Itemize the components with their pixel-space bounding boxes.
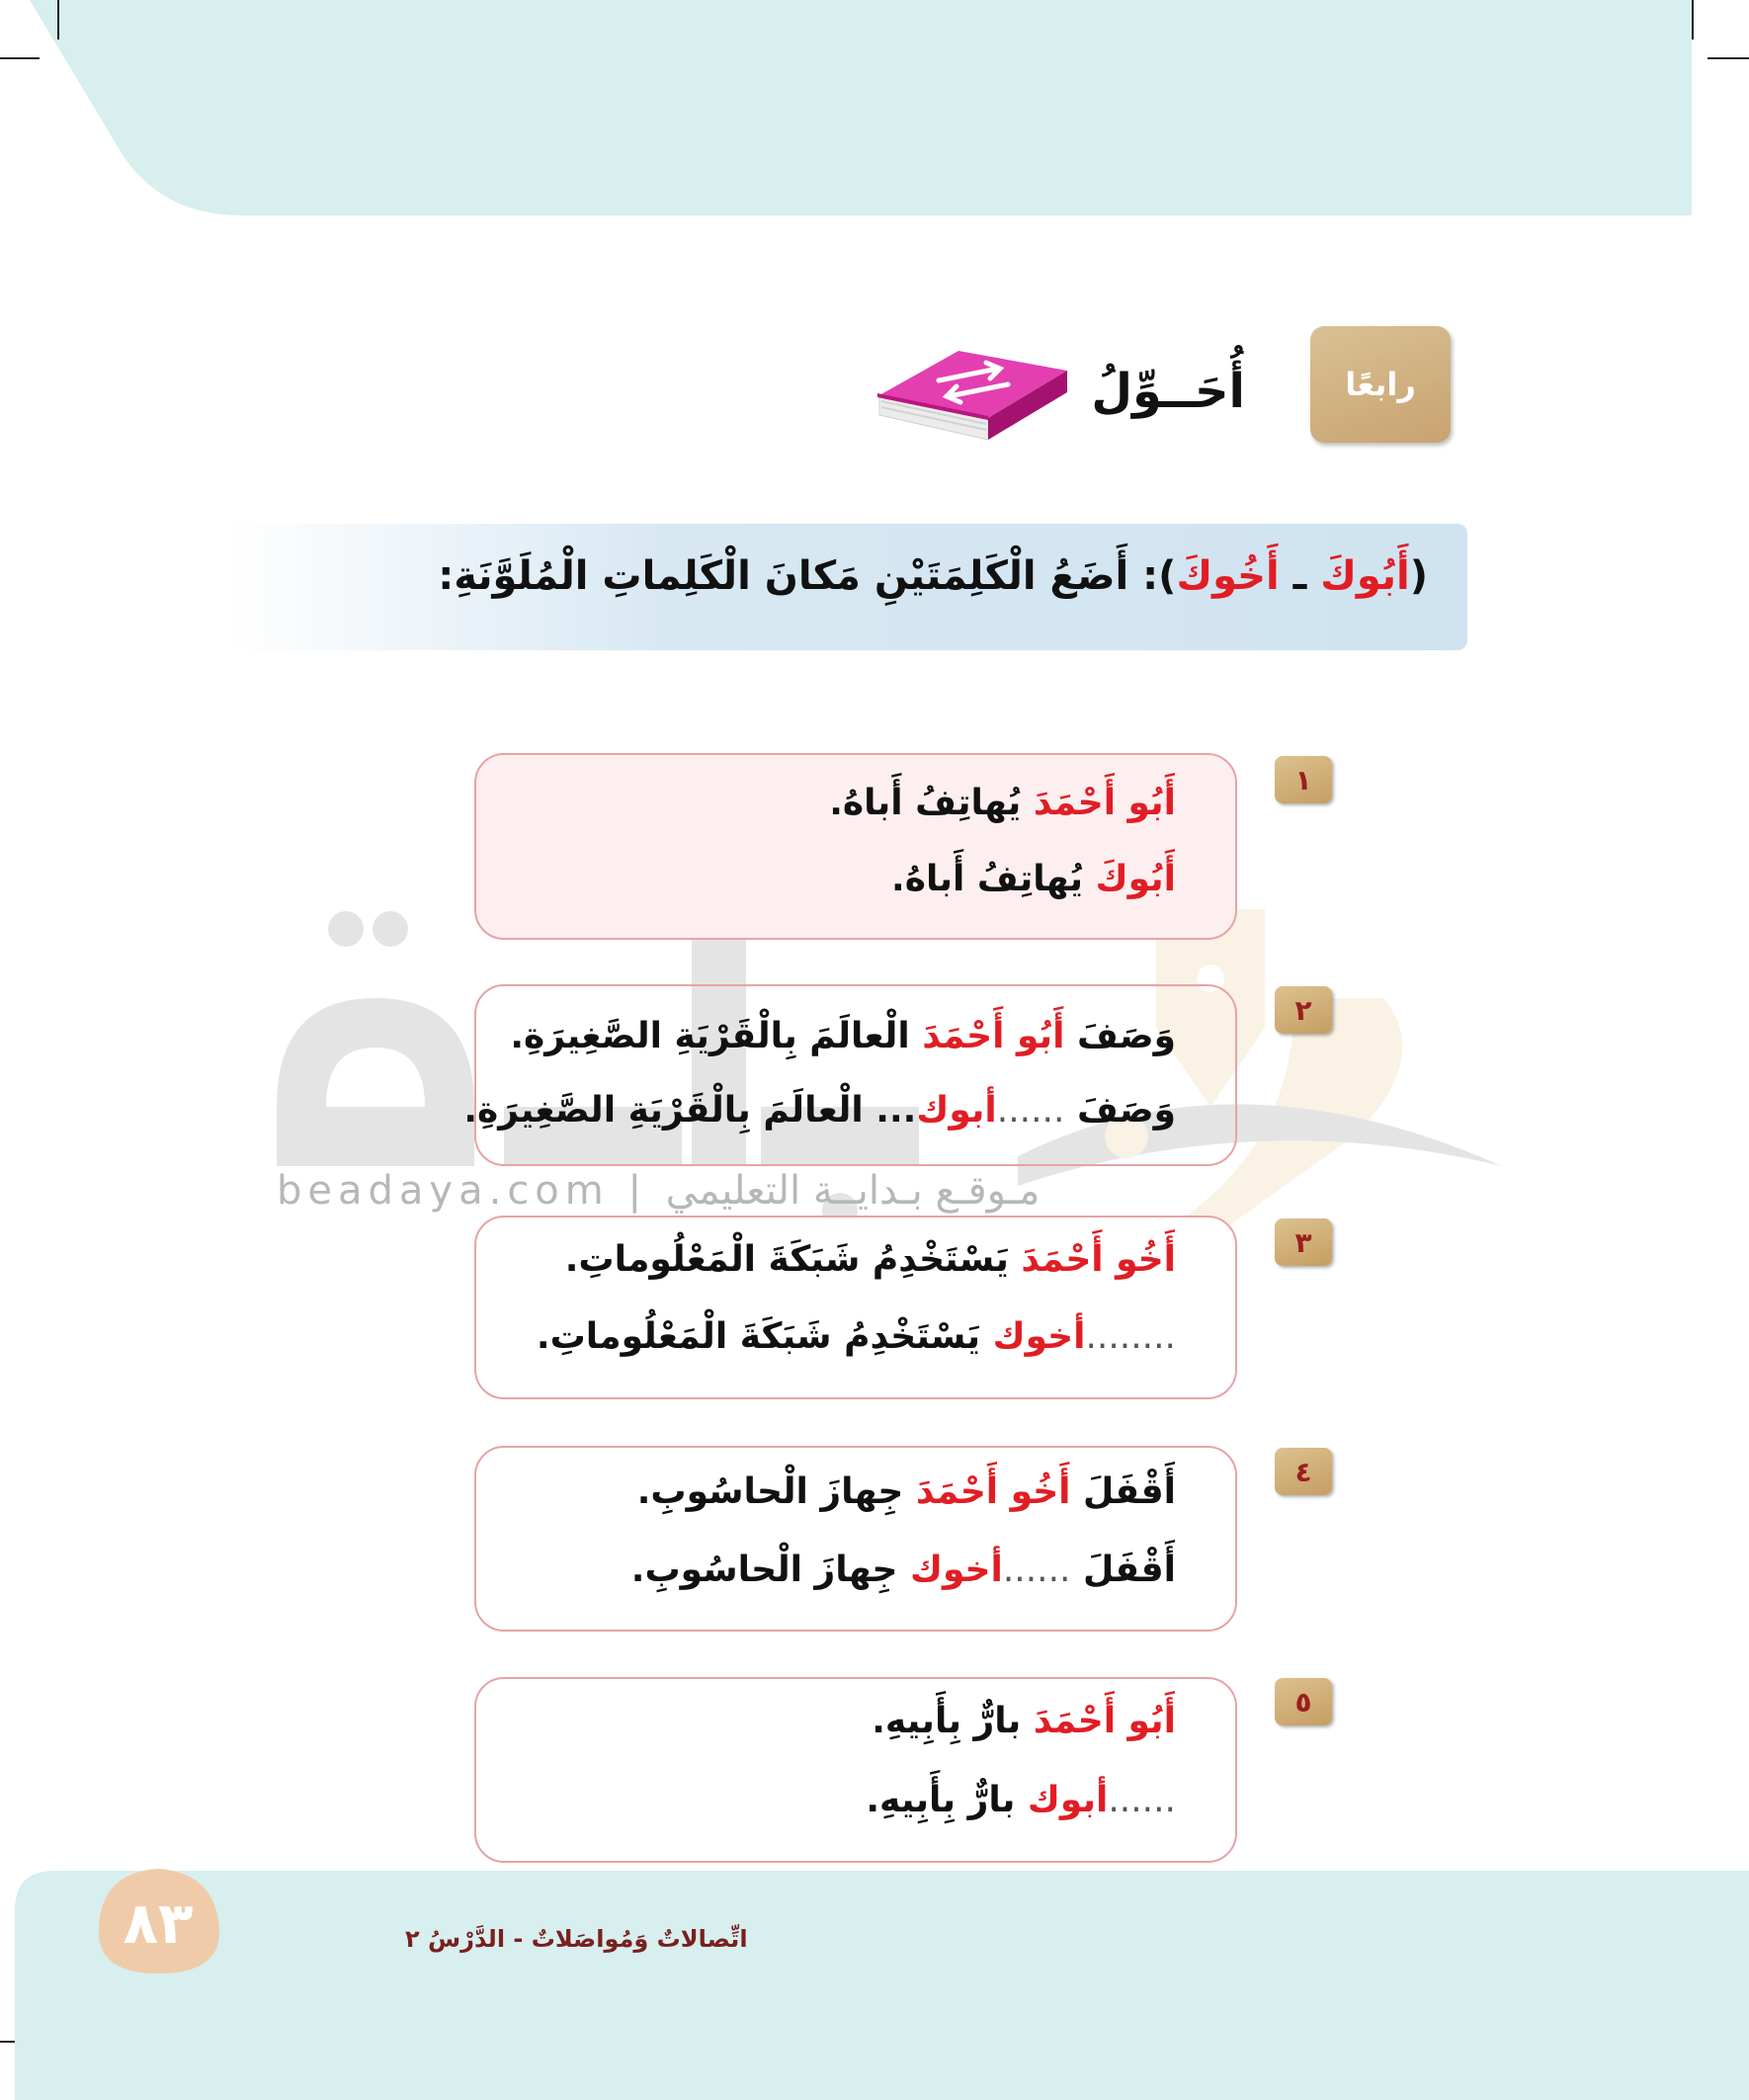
sentence-rest: جِهازَ الْحاسُوبِ.: [630, 1550, 910, 1590]
exercise-number: ٢: [1294, 993, 1312, 1027]
section-badge-label: رابعًا: [1345, 366, 1416, 403]
exercise-number-badge: [1275, 1448, 1332, 1495]
page-number: ٨٣: [123, 1890, 194, 1957]
exercise-number-badge: [1275, 756, 1332, 803]
instruction-banner: [227, 524, 1467, 650]
highlighted-word: أَخُو أَحْمَدَ: [915, 1471, 1071, 1512]
exercise-number: ١: [1294, 763, 1312, 797]
answer-sentence: [537, 1316, 1176, 1357]
instruction-word-2: أَخُوكَ: [1176, 553, 1280, 599]
exercise-number: ٣: [1294, 1225, 1312, 1259]
answer-word: أَبُوكَ: [1095, 859, 1176, 899]
blank-dots: ......: [1002, 1550, 1071, 1590]
crop-mark: [1692, 0, 1694, 40]
sentence-prefix: أَقْفَلَ: [1070, 1550, 1176, 1590]
book-icon: [870, 341, 1077, 450]
blank-dots: ......: [1108, 1780, 1176, 1820]
sentence-rest: يَسْتَخْدِمُ شَبَكَةَ الْمَعْلُوماتِ.: [536, 1316, 993, 1357]
sentence-prefix: وَصَفَ: [1064, 1016, 1176, 1056]
sentence-prefix: أَقْفَلَ: [1070, 1471, 1176, 1512]
answer-word: أخوك: [992, 1316, 1086, 1357]
exercise-sentence: [510, 1016, 1176, 1056]
sentence-rest: الْعالَمَ بِالْقَرْيَةِ الصَّغِيرَةِ.: [510, 1016, 923, 1056]
exercise-box: [474, 1216, 1237, 1399]
exercise-box: [474, 1677, 1237, 1863]
sentence-rest: ... الْعالَمَ بِالْقَرْيَةِ الصَّغِيرَةِ.: [463, 1090, 917, 1131]
sentence-rest: بارٌّ بِأَبِيهِ.: [872, 1701, 1034, 1741]
answer-sentence: [463, 1090, 1176, 1131]
answer-word: أخوك: [909, 1550, 1003, 1590]
watermark-text: beadaya.com | مـوقـع بـدايــة التعليمي: [277, 1168, 1041, 1214]
exercise-number: ٥: [1294, 1685, 1312, 1719]
sentence-rest: بارٌّ بِأَبِيهِ.: [866, 1780, 1028, 1820]
exercise-box: [474, 753, 1237, 940]
answer-word: أبوك: [916, 1090, 997, 1131]
instruction-body: ): أَضَعُ الْكَلِمَتَيْنِ مَكانَ الْكَلِماتِ الْمُلَوَّنَةِ:: [438, 553, 1177, 599]
crop-mark: [1707, 57, 1749, 59]
lesson-footer: اتِّصالاتٌ وَمُواصَلاتٌ - الدَّرْسُ ٢: [405, 1925, 748, 1953]
highlighted-word: أَبُو أَحْمَدَ: [922, 1016, 1065, 1056]
section-badge: [1310, 326, 1451, 443]
top-band: [0, 0, 1692, 215]
instruction-separator: ـ: [1279, 553, 1321, 599]
exercise-number-badge: [1275, 1218, 1332, 1266]
exercise-sentence: [637, 1471, 1176, 1512]
instruction-word-1: أَبُوكَ: [1320, 553, 1410, 599]
answer-sentence: [631, 1550, 1176, 1590]
instruction-open: (: [1409, 553, 1428, 599]
exercise-box: [474, 1446, 1237, 1632]
highlighted-word: أَبُو أَحْمَدَ: [1033, 783, 1176, 823]
sentence-prefix: وَصَفَ: [1064, 1090, 1176, 1131]
blank-dots: ......: [996, 1090, 1065, 1131]
exercise-number: ٤: [1294, 1455, 1312, 1488]
footer-band: [15, 1871, 1749, 2100]
highlighted-word: أَخُو أَحْمَدَ: [1021, 1239, 1176, 1280]
answer-sentence: [866, 1780, 1176, 1820]
exercise-sentence: [565, 1239, 1176, 1280]
blank-dots: ........: [1085, 1316, 1176, 1357]
sentence-rest: يُهاتِفُ أَباهُ.: [829, 783, 1034, 823]
exercise-number-badge: [1275, 1678, 1332, 1725]
crop-mark: [57, 0, 59, 40]
sentence-rest: جِهازَ الْحاسُوبِ.: [636, 1471, 916, 1512]
sentence-rest: يُهاتِفُ أَباهُ.: [891, 859, 1096, 899]
exercise-sentence: [829, 783, 1176, 823]
answer-word: أبوك: [1027, 1780, 1109, 1820]
highlighted-word: أَبُو أَحْمَدَ: [1033, 1701, 1176, 1741]
sentence-rest: يَسْتَخْدِمُ شَبَكَةَ الْمَعْلُوماتِ.: [564, 1239, 1022, 1280]
instruction-text: [438, 553, 1428, 599]
answer-sentence: [891, 859, 1176, 899]
exercise-number-badge: [1275, 986, 1332, 1034]
crop-mark: [0, 57, 40, 59]
exercise-sentence: [872, 1701, 1176, 1741]
exercise-box: [463, 984, 1237, 1166]
section-title: أُحَــوِّلُ: [1091, 364, 1245, 419]
